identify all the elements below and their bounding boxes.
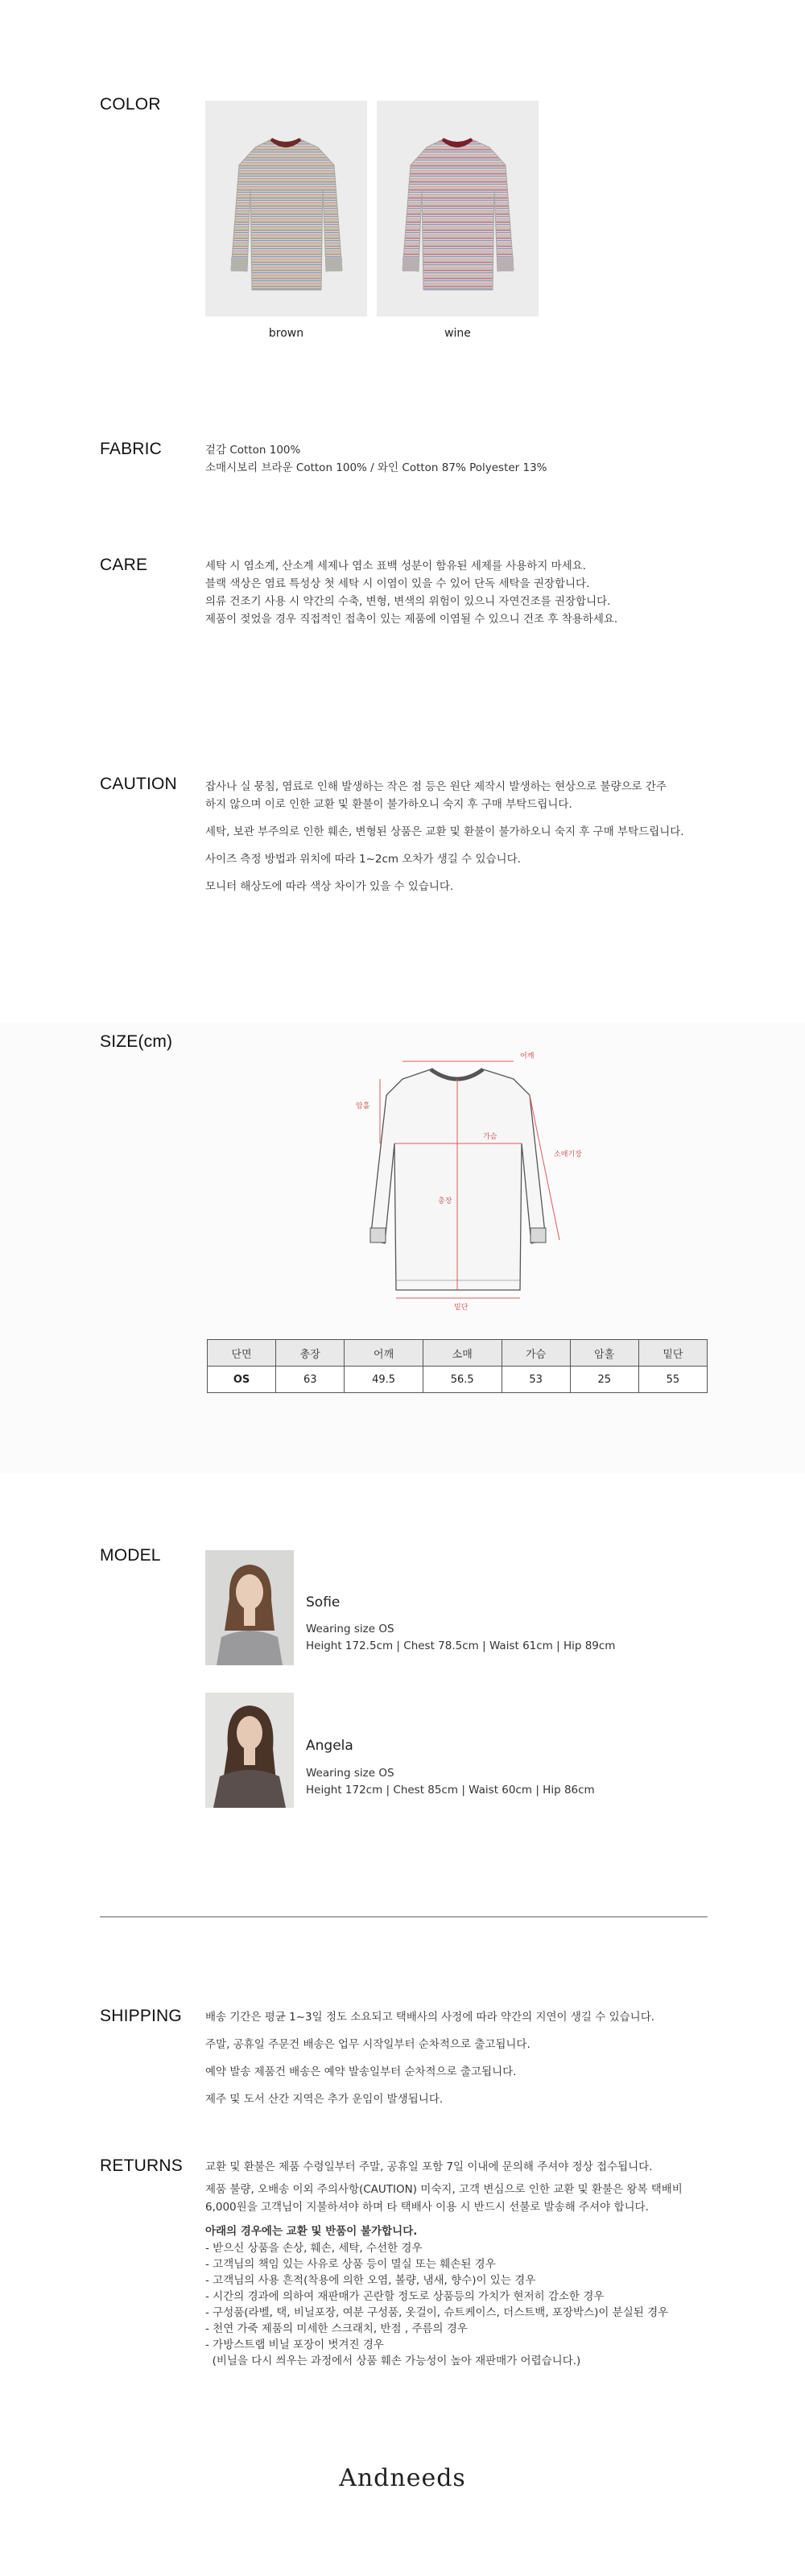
size-table-row xyxy=(208,1367,708,1393)
shoulder-label: 어깨 xyxy=(520,1052,535,1061)
returns-intro-line: 제품 불량, 오배송 이외 주의사항(CAUTION) 미숙지, 고객 변심으로 인한 교환 및 환불은 왕복 택배비 xyxy=(205,2183,683,2196)
model-measures-angela: Height 172cm | Chest 85cm | Waist 60cm | Hip 86cm xyxy=(306,1784,595,1797)
color-swatch-wine[interactable] xyxy=(377,101,539,316)
size-header-cell: 단면 xyxy=(208,1340,276,1367)
caution-line: 하지 않으며 이로 인한 교환 및 환불이 불가하오니 숙지 후 구매 부탁드립니다. xyxy=(205,798,572,811)
size-cell: 53 xyxy=(502,1367,570,1393)
care-line: 블랙 색상은 염료 특성상 첫 세탁 시 이염이 있을 수 있어 단독 세탁을 권장합니다. xyxy=(205,577,590,590)
returns-item: (비닐을 다시 씌우는 과정에서 상품 훼손 가능성이 높아 재판매가 어렵습니다.) xyxy=(205,2355,581,2367)
size-diagram xyxy=(338,1047,596,1321)
care-line: 제품이 젖었을 경우 직접적인 접촉이 있는 제품에 이염될 수 있으니 건조 후 착용하세요. xyxy=(205,613,618,626)
size-header-cell: 밑단 xyxy=(638,1340,707,1367)
shipping-line: 제주 및 도서 산간 지역은 추가 운임이 발생됩니다. xyxy=(205,2093,444,2106)
brand-logo: Andneeds xyxy=(339,2464,466,2492)
chest-label: 가슴 xyxy=(483,1133,497,1141)
model-measures-sofie: Height 172.5cm | Chest 78.5cm | Waist 61cm | Hip 89cm xyxy=(306,1639,616,1652)
caution-line: 잡사나 실 뭉침, 염료로 인해 발생하는 작은 점 등은 원단 제작시 발생하는 현상으로 불량으로 간주 xyxy=(205,780,667,793)
shipping-line: 배송 기간은 평균 1~3일 정도 소요되고 택배사의 사정에 따라 약간의 지연이 생길 수 있습니다. xyxy=(205,2011,655,2024)
size-table-header-row xyxy=(208,1340,708,1367)
color-section-title: COLOR xyxy=(100,95,161,114)
returns-item: - 가방스트랩 비닐 포장이 벗겨진 경우 xyxy=(205,2338,384,2351)
size-cell: 55 xyxy=(638,1367,707,1393)
care-text xyxy=(205,557,617,628)
size-cell: 25 xyxy=(570,1367,638,1393)
caution-line: 세탁, 보관 부주의로 인한 훼손, 변형된 상품은 교환 및 환불이 불가하오니 숙지 후 구매 부탁드립니다. xyxy=(205,825,684,838)
shipping-line: 주말, 공휴일 주문건 배송은 업무 시작일부터 순차적으로 출고됩니다. xyxy=(205,2038,530,2051)
model-photo-sofie xyxy=(205,1550,294,1665)
left-cuff xyxy=(370,1228,386,1243)
sleeve-label: 소매기장 xyxy=(554,1151,582,1159)
returns-item: - 고객님의 책임 있는 사유로 상품 등이 멸실 또는 훼손된 경우 xyxy=(205,2258,496,2271)
fabric-section-title: FABRIC xyxy=(100,440,163,458)
model-section-title: MODEL xyxy=(100,1546,161,1565)
size-header-cell: 어깨 xyxy=(345,1340,423,1367)
size-header-cell: 암홀 xyxy=(570,1340,638,1367)
size-cell: 49.5 xyxy=(345,1367,423,1393)
caution-line: 사이즈 측정 방법과 위치에 따라 1~2cm 오차가 생길 수 있습니다. xyxy=(205,853,521,866)
fabric-line: 소매시보리 브라운 Cotton 100% / 와인 Cotton 87% Polyester 13% xyxy=(205,461,547,474)
returns-item: - 받으신 상품을 손상, 훼손, 세탁, 수선한 경우 xyxy=(205,2242,423,2255)
size-cell: OS xyxy=(208,1367,276,1393)
fabric-text xyxy=(205,441,547,477)
size-table xyxy=(207,1339,708,1393)
size-header-cell: 총장 xyxy=(276,1340,345,1367)
shirt-outline xyxy=(370,1069,546,1290)
fabric-line: 겉감 Cotton 100% xyxy=(205,444,301,457)
returns-item: - 구성품(라벨, 택, 비닐포장, 여분 구성품, 옷걸이, 슈트케이스, 더스트백, 포장박스)이 분실된 경우 xyxy=(205,2306,669,2319)
model-wearing-sofie: Wearing size OS xyxy=(306,1623,394,1635)
shipping-section-title: SHIPPING xyxy=(100,2007,182,2025)
returns-item: - 고객님의 사용 흔적(착용에 의한 오염, 볼량, 냄새, 향수)이 있는 경우 xyxy=(205,2274,536,2287)
returns-text xyxy=(205,2158,683,2369)
size-section-title: SIZE(cm) xyxy=(100,1032,173,1051)
wine-shirt-image xyxy=(377,101,539,316)
model-name-sofie: Sofie xyxy=(306,1594,341,1611)
brown-shirt-image xyxy=(205,101,367,316)
color-label-brown: brown xyxy=(268,327,304,340)
hem-label: 밑단 xyxy=(454,1304,469,1312)
returns-item: - 천연 가죽 제품의 미세한 스크래치, 반점 , 주름의 경우 xyxy=(205,2322,468,2335)
size-cell: 56.5 xyxy=(423,1367,502,1393)
shipping-text xyxy=(205,2008,654,2108)
shipping-line: 예약 발송 제품건 배송은 예약 발송일부터 순차적으로 출고됩니다. xyxy=(205,2065,517,2078)
returns-bold-heading: 아래의 경우에는 교환 및 반품이 불가합니다. xyxy=(205,2225,418,2238)
returns-section-title: RETURNS xyxy=(100,2156,183,2175)
section-divider xyxy=(100,1916,708,1917)
size-header-cell: 가슴 xyxy=(502,1340,570,1367)
returns-intro-line: 교환 및 환불은 제품 수령일부터 주말, 공휴일 포함 7일 이내에 문의해 주셔야 정상 접수됩니다. xyxy=(205,2160,653,2173)
caution-line: 모니터 해상도에 따라 색상 차이가 있을 수 있습니다. xyxy=(205,880,454,893)
model-name-angela: Angela xyxy=(306,1738,353,1754)
caution-text xyxy=(205,778,684,895)
care-section-title: CARE xyxy=(100,556,148,574)
size-header-cell: 소매 xyxy=(423,1340,502,1367)
care-line: 세탁 시 염소계, 산소계 세제나 염소 표백 성분이 함유된 세제를 사용하지 마세요. xyxy=(205,560,587,573)
size-cell: 63 xyxy=(276,1367,345,1393)
caution-section-title: CAUTION xyxy=(100,775,177,793)
color-label-wine: wine xyxy=(444,327,471,340)
right-cuff xyxy=(530,1228,546,1243)
color-swatch-brown[interactable] xyxy=(205,101,367,316)
model-photo-angela xyxy=(205,1693,294,1808)
model-wearing-angela: Wearing size OS xyxy=(306,1767,394,1780)
armhole-label: 암홀 xyxy=(356,1102,370,1110)
returns-item: - 시간의 경과에 의하여 재판매가 곤란할 정도로 상품등의 가치가 현저히 감소한 경우 xyxy=(205,2290,605,2303)
care-line: 의류 건조기 사용 시 약간의 수축, 변형, 변색의 위험이 있으니 자연건조를 권장합니다. xyxy=(205,595,611,608)
returns-intro-line: 6,000원을 고객님이 지불하셔야 하며 타 택배사 이용 시 반드시 선불로 발송해 주셔야 합니다. xyxy=(205,2201,649,2214)
length-label: 총장 xyxy=(438,1197,452,1205)
